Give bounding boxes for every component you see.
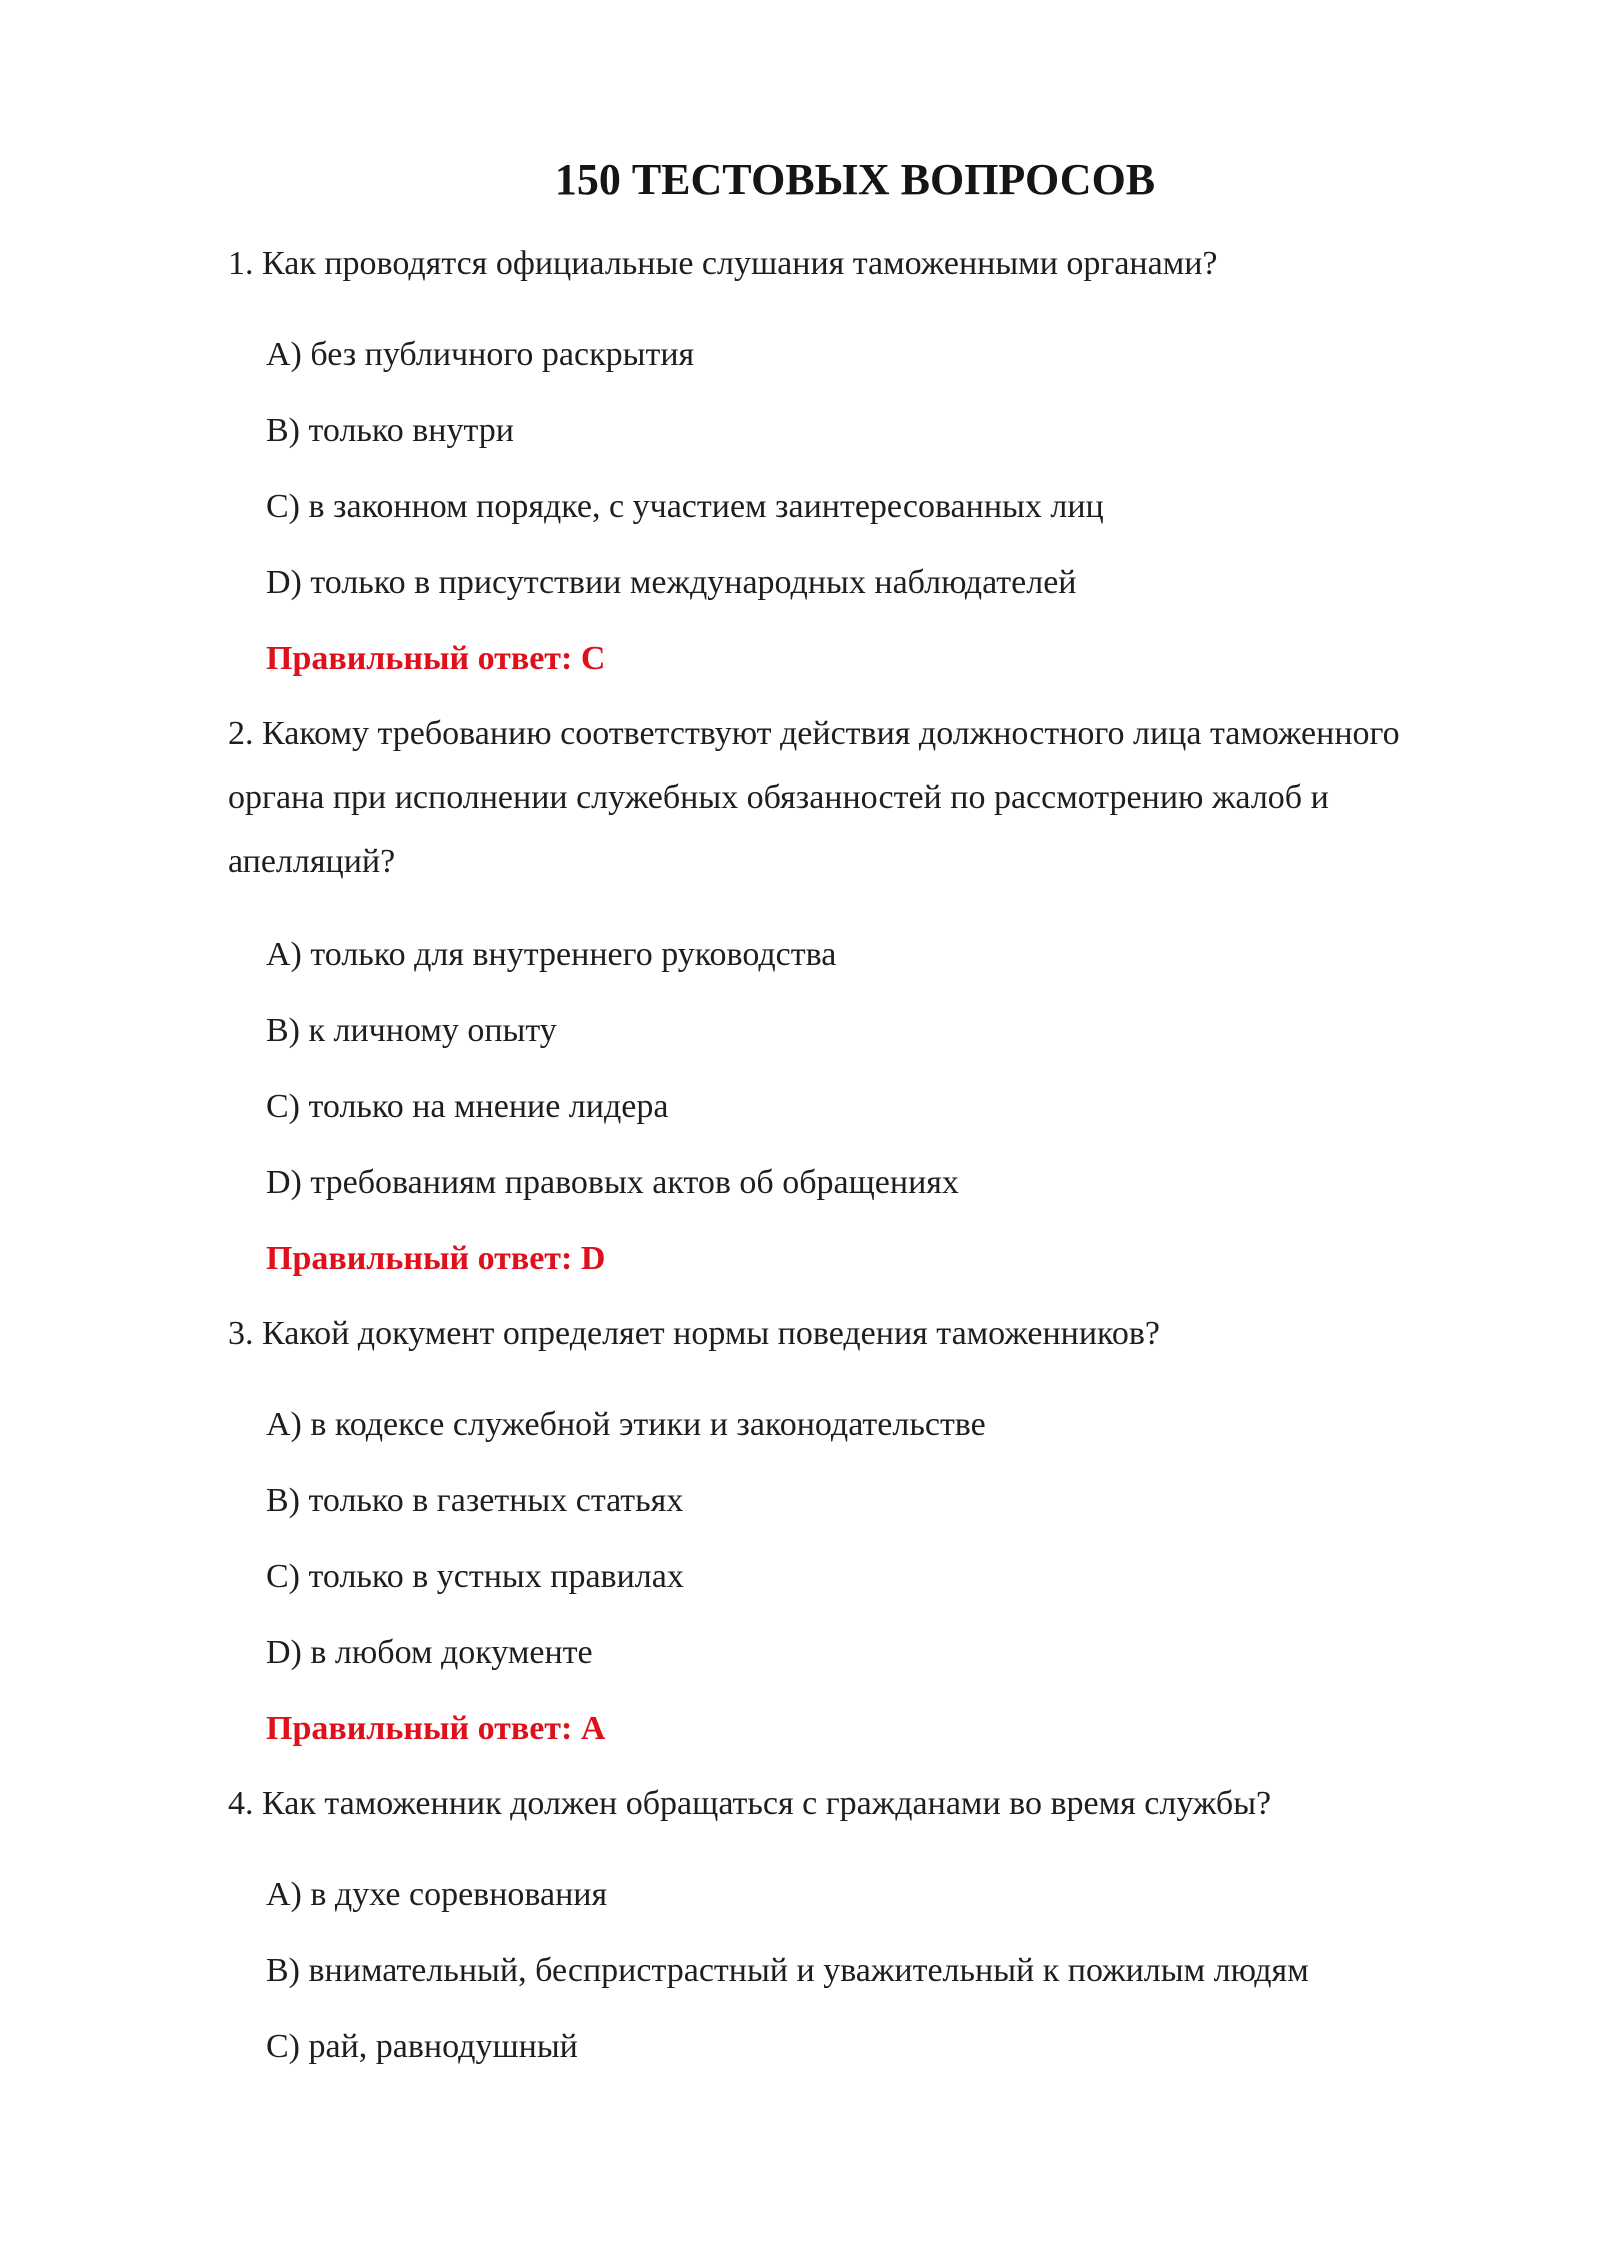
question-4: 4. Как таможенник должен обращаться с гражданами во время службы?	[228, 1785, 1272, 1822]
question-4-option-c: C) рай, равнодушный	[266, 2028, 578, 2065]
question-2-correct-answer: Правильный ответ: D	[266, 1240, 606, 1277]
question-2-option-d: D) требованиям правовых актов об обращениях	[266, 1164, 959, 1201]
question-4-option-a: A) в духе соревнования	[266, 1876, 608, 1913]
question-1-option-b: B) только внутри	[266, 412, 514, 449]
question-3-option-c: C) только в устных правилах	[266, 1558, 684, 1595]
question-3-option-a: A) в кодексе служебной этики и законодательстве	[266, 1406, 986, 1443]
question-3-option-d: D) в любом документе	[266, 1634, 593, 1671]
question-3-option-b: B) только в газетных статьях	[266, 1482, 684, 1519]
question-1-option-d: D) только в присутствии международных наблюдателей	[266, 564, 1077, 601]
question-4-option-b: B) внимательный, беспристрастный и уважительный к пожилым людям	[266, 1952, 1309, 1989]
question-1-option-a: A) без публичного раскрытия	[266, 336, 695, 373]
question-3: 3. Какой документ определяет нормы поведения таможенников?	[228, 1315, 1160, 1352]
question-2: 2. Какому требованию соответствуют действия должностного лица таможенного органа при исполнении служебных обязанностей по рассмотрению жалоб и апелляций?	[228, 715, 1400, 880]
page-title: 150 ТЕСТОВЫХ ВОПРОСОВ	[554, 155, 1156, 204]
question-1: 1. Как проводятся официальные слушания таможенными органами?	[228, 245, 1218, 282]
question-2-option-b: B) к личному опыту	[266, 1012, 557, 1049]
question-3-correct-answer: Правильный ответ: A	[266, 1710, 606, 1747]
question-2-option-c: C) только на мнение лидера	[266, 1088, 669, 1125]
question-2-option-a: A) только для внутреннего руководства	[266, 936, 837, 973]
question-1-correct-answer: Правильный ответ: C	[266, 640, 606, 677]
question-1-option-c: C) в законном порядке, с участием заинтересованных лиц	[266, 488, 1104, 525]
